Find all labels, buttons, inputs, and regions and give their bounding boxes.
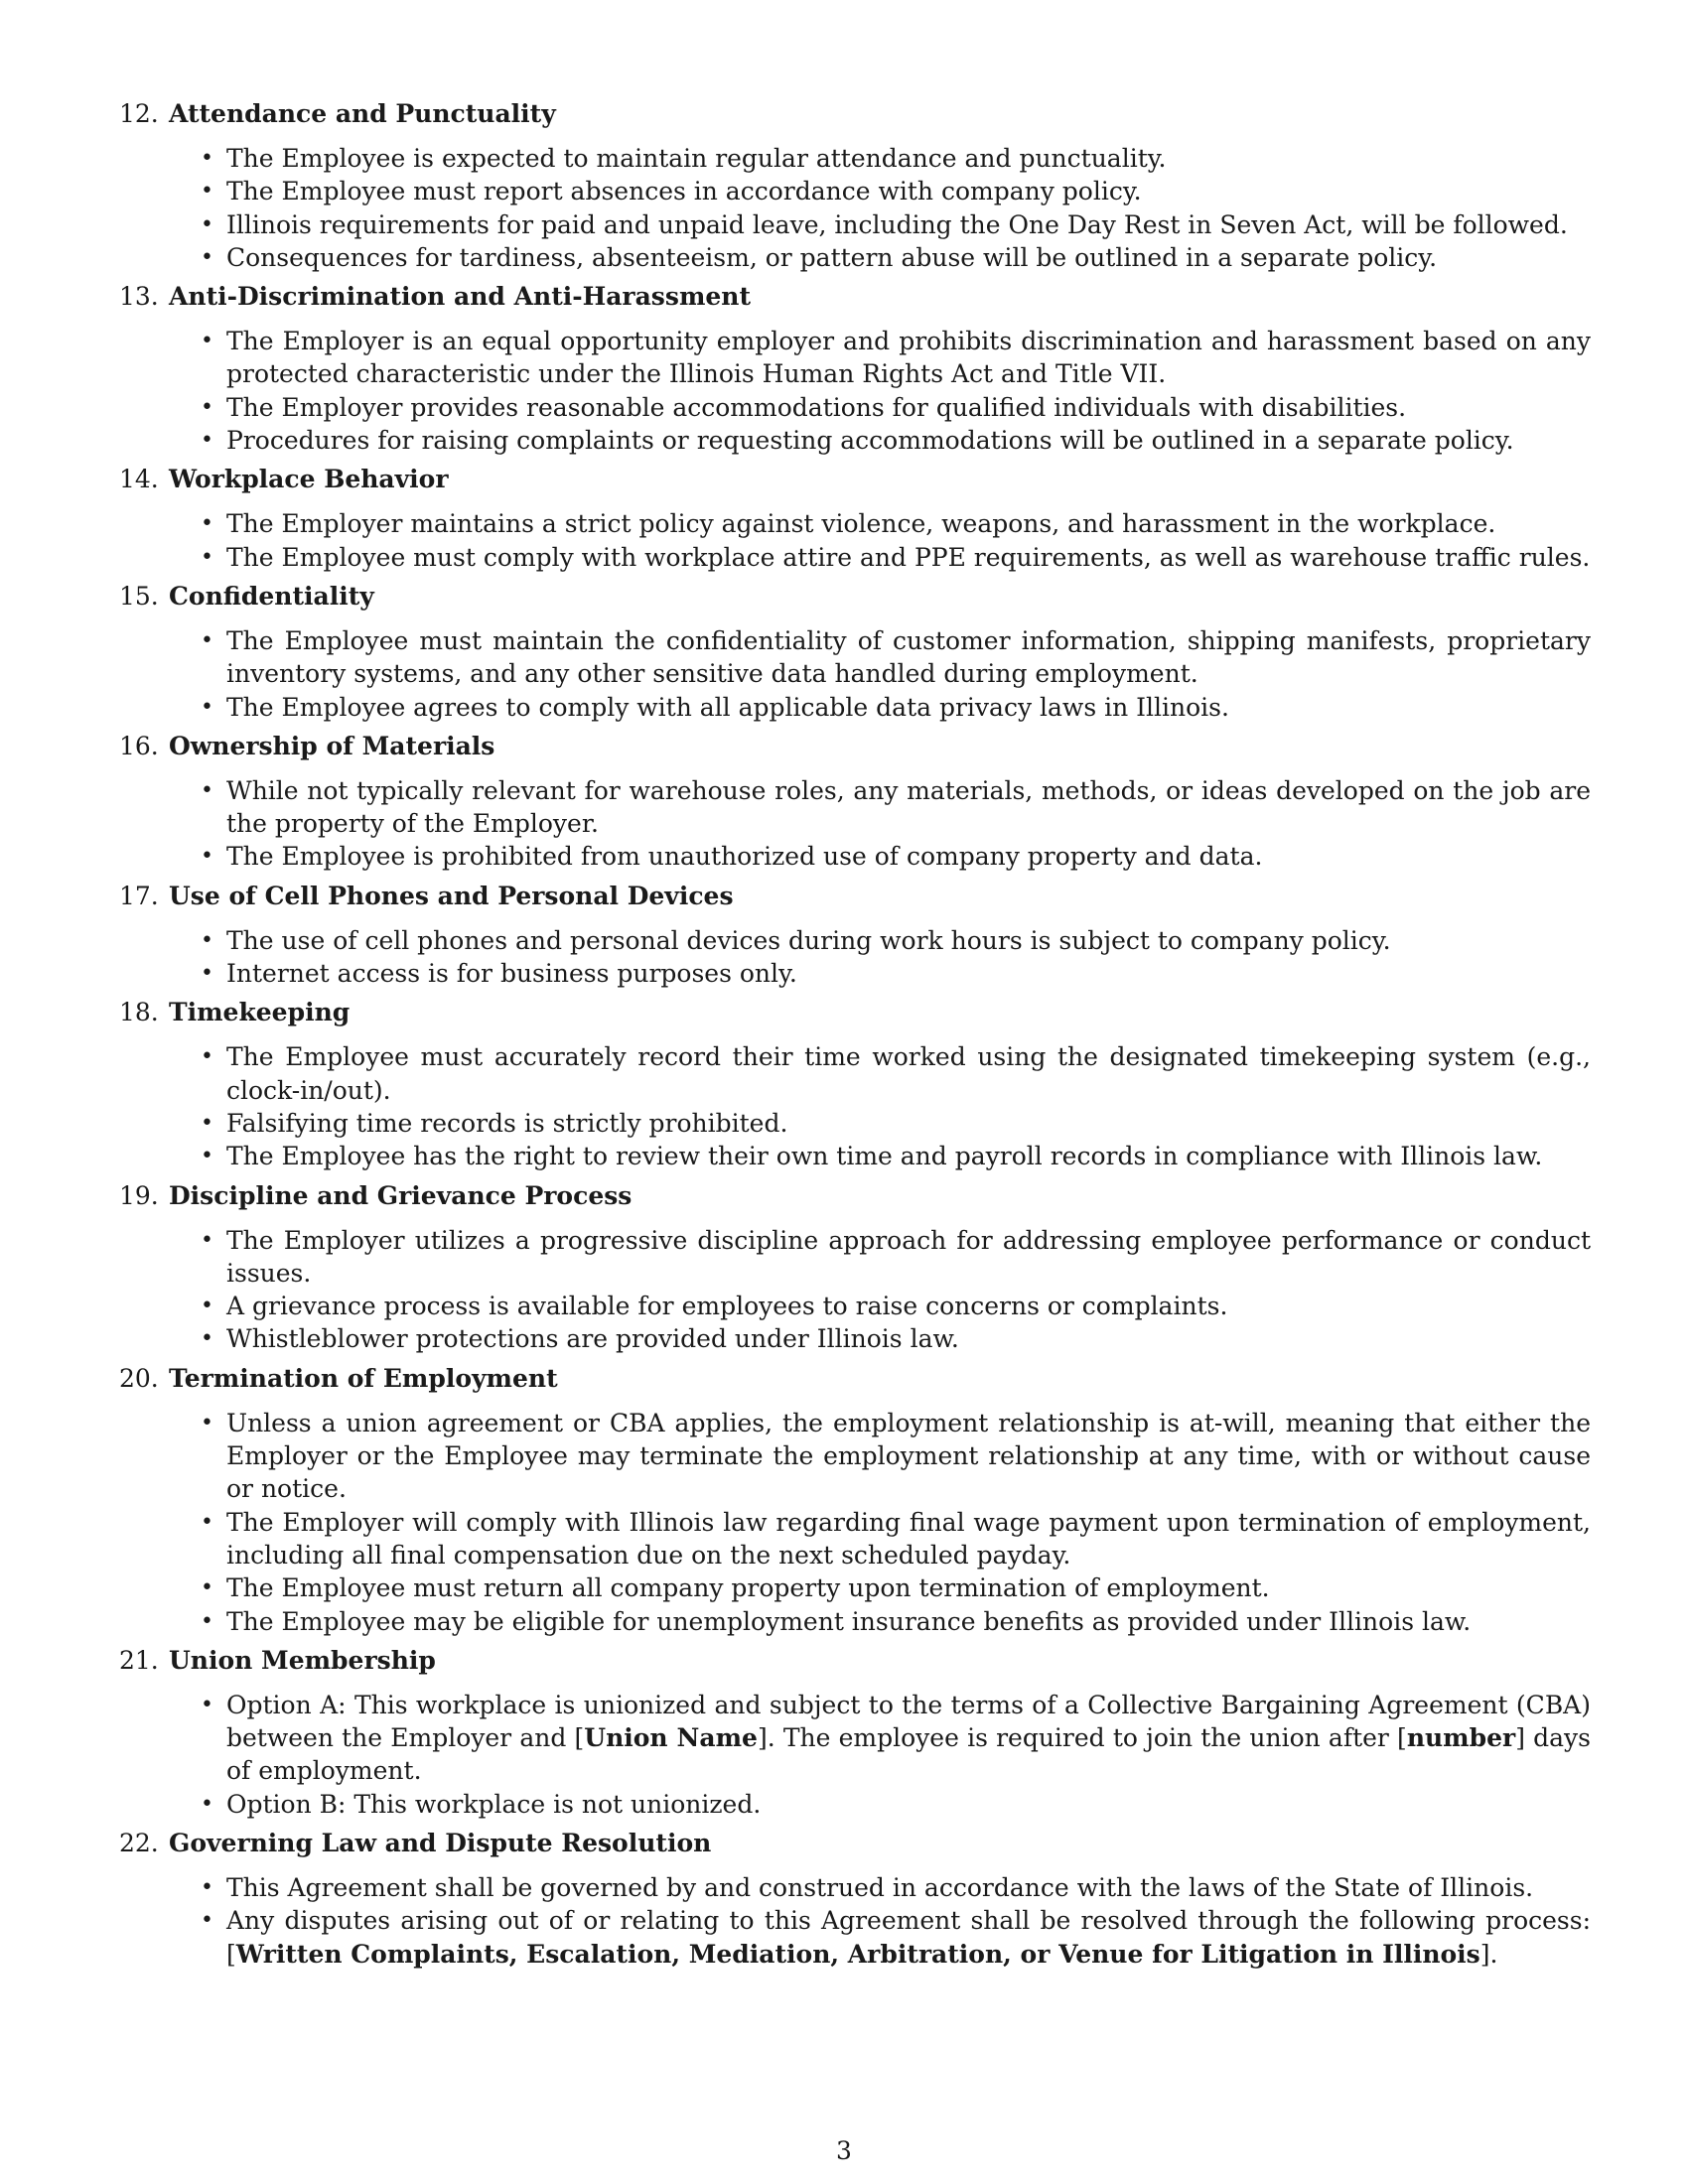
bullet-item <box>201 1571 1591 1604</box>
section-title: Anti-Discrimination and Anti-Harassment <box>169 282 752 312</box>
section-heading <box>119 580 1591 613</box>
section-18 <box>119 996 1591 1172</box>
section-title: Union Membership <box>169 1645 436 1675</box>
bullet-text: Consequences for tardiness, absenteeism, or pattern abuse will be outlined in a separate policy. <box>226 242 1438 272</box>
bullet-item <box>201 1689 1591 1788</box>
section-title: Use of Cell Phones and Personal Devices <box>169 881 734 910</box>
bullet-item <box>201 391 1591 424</box>
bullet-text: While not typically relevant for warehouse roles, any materials, methods, or ideas developed on the job are the property of the Employer. <box>226 775 1591 839</box>
bullet-text: The Employee is prohibited from unauthorized use of company property and data. <box>226 842 1263 872</box>
section-list <box>119 97 1591 1971</box>
bullet-dot-icon: • <box>201 1692 213 1717</box>
section-14 <box>119 463 1591 574</box>
bullet-text: The use of cell phones and personal devices during work hours is subject to company policy. <box>226 925 1391 955</box>
bullet-text: The Employer maintains a strict policy against violence, weapons, and harassment in the workplace. <box>226 509 1496 539</box>
bullet-text: ]. The employee is required to join the union after [ <box>757 1723 1407 1753</box>
bullet-item <box>201 424 1591 457</box>
bullet-dot-icon: • <box>201 146 213 171</box>
bullet-item <box>201 774 1591 841</box>
bullet-dot-icon: • <box>201 1227 213 1253</box>
bullet-text: Illinois requirements for paid and unpaid leave, including the One Day Rest in Seven Act, will be followed. <box>226 209 1568 239</box>
bullet-list <box>119 774 1591 874</box>
section-15 <box>119 580 1591 724</box>
bullet-list <box>119 325 1591 457</box>
bullet-item <box>201 1224 1591 1291</box>
bullet-list <box>119 924 1591 991</box>
bullet-text: The Employee must report absences in accordance with company policy. <box>226 177 1142 206</box>
bullet-item <box>201 840 1591 873</box>
section-title: Ownership of Materials <box>169 731 495 760</box>
bullet-item <box>201 1871 1591 1904</box>
bullet-dot-icon: • <box>201 244 213 270</box>
bullet-item <box>201 1140 1591 1172</box>
bullet-dot-icon: • <box>201 1044 213 1070</box>
section-12 <box>119 97 1591 274</box>
section-title: Timekeeping <box>169 998 351 1027</box>
placeholder-text: Union Name <box>584 1723 758 1753</box>
bullet-item <box>201 1322 1591 1355</box>
bullet-item <box>201 325 1591 391</box>
section-number: 16. <box>119 731 159 760</box>
bullet-text: Any disputes arising out of or relating to this Agreement shall be resolved through the following process: [ <box>226 1906 1591 1969</box>
section-heading <box>119 463 1591 495</box>
bullet-item <box>201 1040 1591 1107</box>
bullet-text: The Employee must accurately record their time worked using the designated timekeeping system (e.g., clock-in/out). <box>226 1042 1591 1105</box>
bullet-list <box>119 1871 1591 1971</box>
bullet-dot-icon: • <box>201 1110 213 1136</box>
bullet-text: The Employer utilizes a progressive discipline approach for addressing employee performance or conduct issues. <box>226 1225 1591 1288</box>
bullet-text: The Employer provides reasonable accommodations for qualified individuals with disabilities. <box>226 392 1407 422</box>
bullet-dot-icon: • <box>201 694 213 720</box>
bullet-text: The Employer will comply with Illinois law regarding final wage payment upon termination of employment, including all final compensation due on the next scheduled payday. <box>226 1507 1591 1570</box>
section-13 <box>119 280 1591 457</box>
bullet-list <box>119 507 1591 574</box>
section-number: 14. <box>119 465 159 494</box>
bullet-dot-icon: • <box>201 179 213 205</box>
placeholder-text: Written Complaints, Escalation, Mediation, Arbitration, or Venue for Litigation in Illinois <box>235 1939 1480 1969</box>
section-number: 19. <box>119 1180 159 1210</box>
bullet-text: Option B: This workplace is not unionized. <box>226 1789 762 1819</box>
bullet-dot-icon: • <box>201 777 213 803</box>
bullet-item <box>201 1107 1591 1140</box>
bullet-text: The Employee has the right to review their own time and payroll records in compliance with Illinois law. <box>226 1142 1543 1171</box>
bullet-text: A grievance process is available for employees to raise concerns or complaints. <box>226 1292 1228 1321</box>
bullet-dot-icon: • <box>201 428 213 454</box>
bullet-dot-icon: • <box>201 511 213 537</box>
section-heading <box>119 730 1591 762</box>
bullet-list <box>119 624 1591 724</box>
section-heading <box>119 1362 1591 1395</box>
section-title: Termination of Employment <box>169 1363 558 1393</box>
bullet-list <box>119 1040 1591 1172</box>
bullet-text: The Employee must return all company property upon termination of employment. <box>226 1573 1270 1603</box>
placeholder-text: number <box>1406 1723 1516 1753</box>
bullet-item <box>201 142 1591 175</box>
bullet-text: The Employee is expected to maintain regular attendance and punctuality. <box>226 144 1167 173</box>
bullet-item <box>201 175 1591 207</box>
section-heading <box>119 1179 1591 1212</box>
bullet-text: ]. <box>1479 1939 1498 1969</box>
bullet-item <box>201 924 1591 957</box>
bullet-text: This Agreement shall be governed by and construed in accordance with the laws of the State of Illinois. <box>226 1872 1534 1902</box>
section-number: 21. <box>119 1645 159 1675</box>
bullet-dot-icon: • <box>201 1294 213 1319</box>
bullet-text: The Employee agrees to comply with all applicable data privacy laws in Illinois. <box>226 692 1229 722</box>
bullet-item <box>201 541 1591 574</box>
bullet-item <box>201 1506 1591 1572</box>
bullet-dot-icon: • <box>201 544 213 570</box>
section-20 <box>119 1362 1591 1638</box>
section-number: 18. <box>119 998 159 1027</box>
bullet-text: ] days of employment. <box>226 1723 1591 1786</box>
section-heading <box>119 880 1591 912</box>
bullet-dot-icon: • <box>201 211 213 237</box>
bullet-item <box>201 691 1591 724</box>
bullet-item <box>201 624 1591 691</box>
bullet-list <box>119 142 1591 274</box>
bullet-dot-icon: • <box>201 627 213 653</box>
section-heading <box>119 996 1591 1028</box>
section-number: 20. <box>119 1363 159 1393</box>
bullet-list <box>119 1224 1591 1356</box>
section-title: Confidentiality <box>169 581 374 611</box>
bullet-text: The Employer is an equal opportunity employer and prohibits discrimination and harassment based on any protected characteristic under the Illinois Human Rights Act and Title VII. <box>226 327 1591 389</box>
bullet-dot-icon: • <box>201 1326 213 1352</box>
section-heading <box>119 97 1591 130</box>
bullet-dot-icon: • <box>201 1575 213 1601</box>
section-heading <box>119 1644 1591 1677</box>
bullet-list <box>119 1407 1591 1638</box>
section-19 <box>119 1179 1591 1356</box>
bullet-text: The Employee may be eligible for unemployment insurance benefits as provided under Illinois law. <box>226 1606 1472 1636</box>
section-number: 15. <box>119 581 159 611</box>
section-number: 13. <box>119 282 159 312</box>
section-title: Discipline and Grievance Process <box>169 1180 633 1210</box>
bullet-dot-icon: • <box>201 961 213 987</box>
section-21 <box>119 1644 1591 1821</box>
bullet-text: Internet access is for business purposes only. <box>226 959 797 989</box>
bullet-text: Unless a union agreement or CBA applies, the employment relationship is at-will, meaning that either the Employer or the Employee may terminate the employment relationship at any time, with or without cause or notice. <box>226 1408 1591 1504</box>
section-title: Governing Law and Dispute Resolution <box>169 1828 712 1857</box>
bullet-dot-icon: • <box>201 1144 213 1169</box>
bullet-dot-icon: • <box>201 329 213 354</box>
bullet-text: Procedures for raising complaints or requesting accommodations will be outlined in a separate policy. <box>226 426 1514 456</box>
bullet-item <box>201 1904 1591 1971</box>
section-number: 22. <box>119 1828 159 1857</box>
bullet-dot-icon: • <box>201 1908 213 1934</box>
bullet-text: Falsifying time records is strictly prohibited. <box>226 1108 788 1138</box>
bullet-item <box>201 1407 1591 1506</box>
section-16 <box>119 730 1591 874</box>
section-heading <box>119 1827 1591 1859</box>
bullet-item <box>201 1605 1591 1638</box>
bullet-text: Option A: This workplace is unionized and subject to the terms of a Collective Bargaining Agreement (CBA) between the Employer and [ <box>226 1690 1591 1753</box>
document-page <box>119 97 1591 1977</box>
section-22 <box>119 1827 1591 1971</box>
section-number: 17. <box>119 881 159 910</box>
bullet-dot-icon: • <box>201 844 213 870</box>
section-number: 12. <box>119 99 159 128</box>
bullet-dot-icon: • <box>201 927 213 953</box>
section-heading <box>119 280 1591 313</box>
bullet-dot-icon: • <box>201 1791 213 1817</box>
bullet-item <box>201 1290 1591 1322</box>
bullet-dot-icon: • <box>201 1410 213 1435</box>
bullet-item <box>201 208 1591 241</box>
bullet-item <box>201 241 1591 274</box>
bullet-text: The Employee must comply with workplace attire and PPE requirements, as well as warehouse traffic rules. <box>226 542 1591 572</box>
bullet-item <box>201 957 1591 990</box>
bullet-list <box>119 1689 1591 1821</box>
section-title: Attendance and Punctuality <box>169 99 556 128</box>
bullet-dot-icon: • <box>201 1874 213 1900</box>
bullet-text: Whistleblower protections are provided under Illinois law. <box>226 1324 959 1354</box>
bullet-dot-icon: • <box>201 1509 213 1535</box>
page-number: 3 <box>836 2136 852 2165</box>
section-title: Workplace Behavior <box>169 465 449 494</box>
bullet-dot-icon: • <box>201 394 213 420</box>
bullet-dot-icon: • <box>201 1608 213 1634</box>
section-17 <box>119 880 1591 991</box>
bullet-item <box>201 507 1591 540</box>
bullet-item <box>201 1788 1591 1821</box>
bullet-text: The Employee must maintain the confidentiality of customer information, shipping manifests, proprietary inventory systems, and any other sensitive data handled during employment. <box>226 625 1591 689</box>
